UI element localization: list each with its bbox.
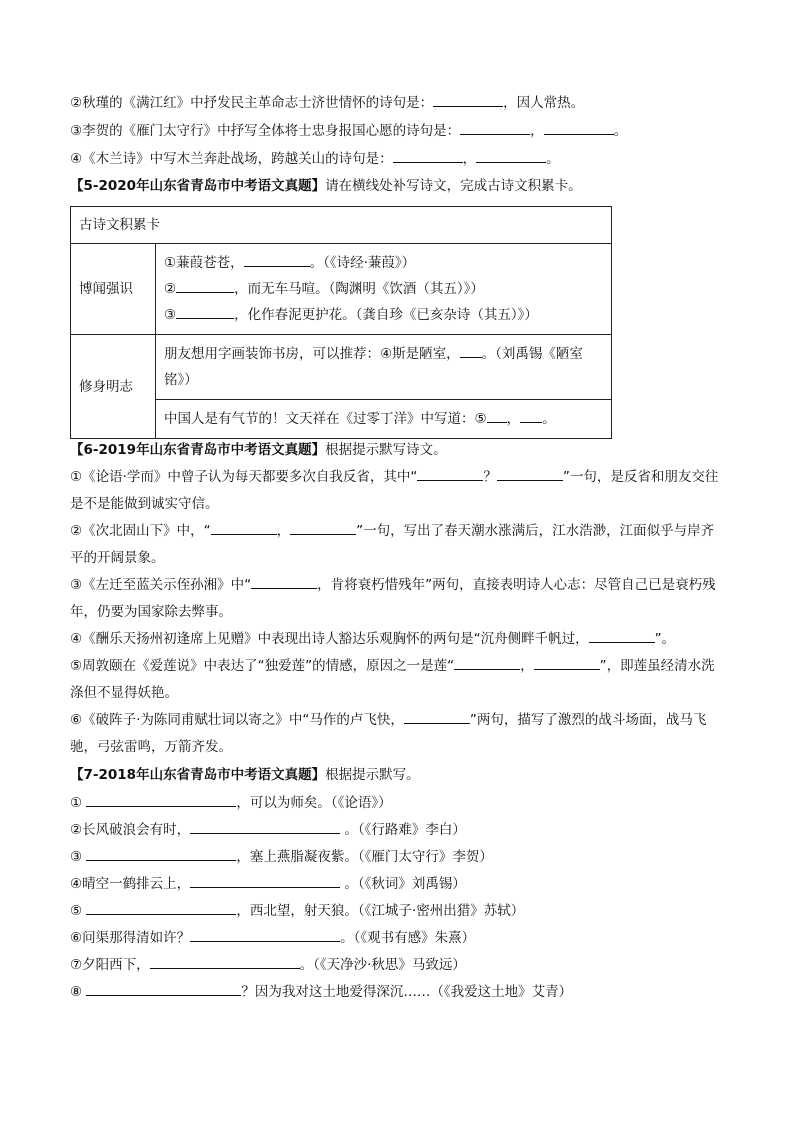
q6-item-6: ⑥《破阵子·为陈同甫赋壮词以寄之》中“马作的卢飞快， ”两句，描写了激烈的战斗场面，战马飞驰，弓弦雷鸣，万箭齐发。: [70, 707, 724, 761]
answer-blank[interactable]: [190, 819, 340, 834]
q7-item-1: ① ，可以为师矣。（《论语》）: [70, 792, 392, 813]
q6-item-1: ①《论语·学而》中曾子认为每天都要多次自我反省，其中“ ？ ”一句，是反省和朋友交往是不是能做到诚实守信。: [70, 464, 724, 518]
row-content-xiushen-b: [156, 400, 612, 439]
card-line-3: ③ ，化作春泥更护花。（龚自珍《已亥杂诗（其五）》）: [164, 302, 603, 328]
answer-blank[interactable]: [244, 252, 310, 267]
q6-item-5: ⑤周敦颐在《爱莲说》中表达了“独爱莲”的情感，原因之一是莲“ ， ”，即莲虽经清水洗涤但不显得妖艳。: [70, 653, 724, 707]
q6-heading: [70, 440, 447, 460]
card-line-4: 朋友想用字画装饰书房，可以推荐：④斯是陋室， 。（刘禹锡《陋室: [164, 341, 603, 367]
question-instruction: 请在横线处补写诗文，完成古诗文积累卡。: [325, 178, 582, 194]
answer-blank[interactable]: [460, 343, 482, 358]
answer-blank[interactable]: [393, 148, 463, 163]
row-content-bowen: [156, 244, 612, 335]
answer-blank[interactable]: [544, 120, 614, 135]
q7-item-5: ⑤ ，西北望，射天狼。（《江城子·密州出猎》苏轼）: [70, 900, 524, 921]
answer-blank[interactable]: [190, 873, 340, 888]
q7-heading: [70, 765, 420, 785]
card-line-1: ①蒹葭苍苍， 。（《诗经·蒹葭》）: [164, 250, 603, 276]
q5-heading: [70, 176, 582, 196]
q7-item-8: ⑧ ？因为我对这土地爱得深沉……（《我爱这土地》艾青）: [70, 981, 572, 1002]
q7-item-2: ②长风破浪会有时， 。（《行路难》李白）: [70, 819, 466, 840]
card-title: 古诗文积累卡: [71, 207, 612, 244]
q7-item-4: ④晴空一鹤排云上， 。（《秋词》刘禹锡）: [70, 873, 466, 894]
answer-blank[interactable]: [476, 148, 546, 163]
answer-blank[interactable]: [454, 655, 520, 670]
answer-blank[interactable]: [251, 574, 317, 589]
answer-blank[interactable]: [290, 520, 356, 535]
answer-blank[interactable]: [417, 466, 483, 481]
answer-blank[interactable]: [589, 628, 655, 643]
q4-item-4: ④《木兰诗》中写木兰奔赴战场，跨越关山的诗句是： ， 。: [70, 148, 560, 169]
answer-blank[interactable]: [86, 792, 236, 807]
answer-blank[interactable]: [460, 120, 530, 135]
row-content-xiushen-a: [156, 335, 612, 400]
answer-blank[interactable]: [520, 408, 542, 423]
q6-item-4: ④《酬乐天扬州初逢席上见赠》中表现出诗人豁达乐观胸怀的两句是“沉舟侧畔千帆过， ”。: [70, 626, 724, 653]
card-line-4-cont: 铭》）: [164, 372, 198, 388]
q7-item-6: ⑥问渠那得清如许？ 。（《观书有感》朱熹）: [70, 927, 475, 948]
q4-item-2: ②秋瑾的《满江红》中抒发民主革命志士济世情怀的诗句是： ，因人常热。: [70, 92, 584, 113]
question-title: 【7-2018年山东省青岛市中考语文真题】: [70, 767, 326, 783]
answer-blank[interactable]: [86, 981, 241, 996]
answer-blank[interactable]: [497, 466, 563, 481]
answer-blank[interactable]: [433, 92, 503, 107]
q6-item-3: ③《左迁至蓝关示侄孙湘》中“ ，肯将衰朽惜残年”两句，直接表明诗人心志：尽管自己已是衰朽残年，仍要为国家除去弊事。: [70, 572, 724, 626]
answer-blank[interactable]: [190, 927, 340, 942]
card-line-5: 中国人是有气节的！文天祥在《过零丁洋》中写道：⑤ ， 。: [164, 406, 603, 432]
card-line-2: ② ，而无车马喧。（陶渊明《饮酒（其五）》）: [164, 276, 603, 302]
answer-blank[interactable]: [211, 520, 277, 535]
answer-blank[interactable]: [176, 278, 234, 293]
answer-blank[interactable]: [86, 846, 236, 861]
question-title: 【5-2020年山东省青岛市中考语文真题】: [70, 178, 326, 194]
row-label-xiushen: 修身明志: [71, 335, 156, 439]
question-instruction: 根据提示默写诗文。: [325, 442, 447, 458]
q4-item-3: ③李贺的《雁门太守行》中抒写全体将士忠身报国心愿的诗句是： ， 。: [70, 120, 627, 141]
q7-item-7: ⑦夕阳西下， 。（《天净沙·秋思》马致远）: [70, 954, 466, 975]
q6-item-2: ②《次北固山下》中，“ ， ”一句，写出了春天潮水涨满后，江水浩渺，江面似乎与岸齐平的开阔景象。: [70, 518, 724, 572]
q7-item-3: ③ ，塞上燕脂凝夜紫。（《雁门太守行》李贺）: [70, 846, 493, 867]
row-label-bowen: 博闻强识: [71, 244, 156, 335]
answer-blank[interactable]: [404, 709, 470, 724]
answer-blank[interactable]: [176, 304, 234, 319]
question-instruction: 根据提示默写。: [325, 767, 420, 783]
poetry-card-table: [70, 206, 612, 439]
answer-blank[interactable]: [487, 408, 507, 423]
question-title: 【6-2019年山东省青岛市中考语文真题】: [70, 442, 326, 458]
answer-blank[interactable]: [534, 655, 600, 670]
answer-blank[interactable]: [150, 954, 300, 969]
answer-blank[interactable]: [86, 900, 236, 915]
